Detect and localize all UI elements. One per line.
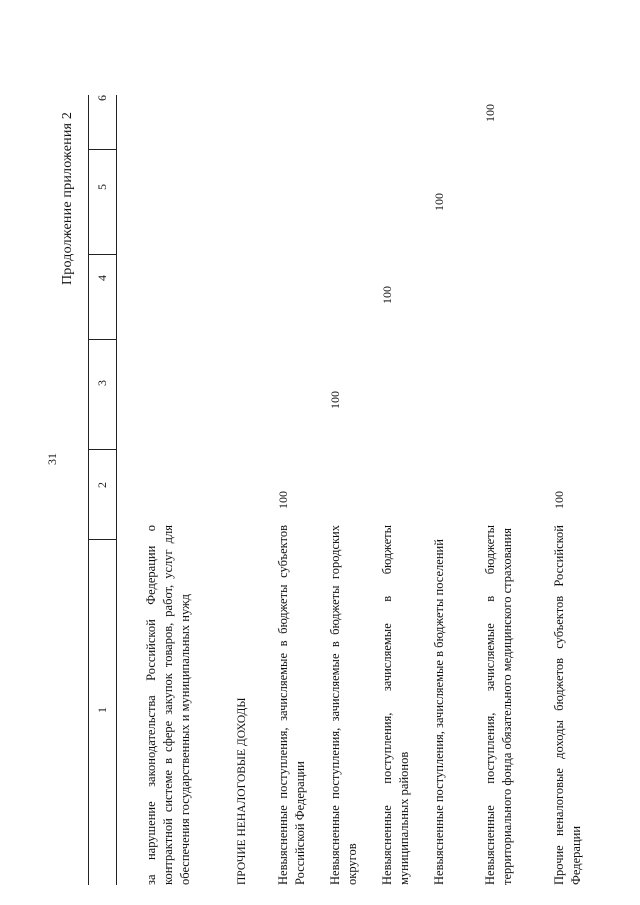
column-divider (88, 254, 116, 255)
column-divider (88, 449, 116, 450)
cell-value: 100 (276, 491, 290, 509)
column-header-2: 2 (95, 482, 109, 488)
column-divider (88, 149, 116, 150)
document-page (4, 0, 624, 895)
row-description: Прочие неналоговые доходы бюджетов субъектов Российской Федерации (552, 525, 583, 885)
continuation-heading: Продолжение приложения 2 (60, 111, 75, 285)
column-header-6: 6 (95, 95, 109, 101)
cell-value: 100 (380, 286, 394, 304)
cell-value: 100 (328, 391, 342, 409)
cell-value: 100 (432, 193, 446, 211)
row-description: Невыясненные поступления, зачисляемые в бюджеты поселений (432, 539, 446, 885)
section-heading: ПРОЧИЕ НЕНАЛОГОВЫЕ ДОХОДЫ (236, 697, 248, 885)
page-number: 31 (45, 453, 59, 465)
column-divider (88, 539, 116, 540)
column-header-4: 4 (95, 275, 109, 281)
row-description: Невыясненные поступления, зачисляемые в бюджеты муниципальных районов (380, 525, 411, 885)
column-header-3: 3 (95, 380, 109, 386)
cell-value: 100 (483, 104, 497, 122)
column-header-5: 5 (95, 184, 109, 190)
row-description: Невыясненные поступления, зачисляемые в бюджеты городских округов (328, 525, 359, 885)
row-description: Невыясненные поступления, зачисляемые в бюджеты территориального фонда обязательного медицинского страхования (483, 525, 514, 885)
row-description: Невыясненные поступления, зачисляемые в бюджеты субъектов Российской Федерации (276, 525, 307, 885)
column-divider (88, 339, 116, 340)
cell-value: 100 (552, 491, 566, 509)
table-top-border (88, 95, 89, 885)
header-bottom-border (116, 95, 117, 885)
column-header-1: 1 (95, 707, 109, 713)
row-description: за нарушение законодательства Российской Федерации о контрактной системе в сфере закупок товаров, работ, услуг для обеспечения государственных и муниципальных нужд (144, 525, 192, 885)
